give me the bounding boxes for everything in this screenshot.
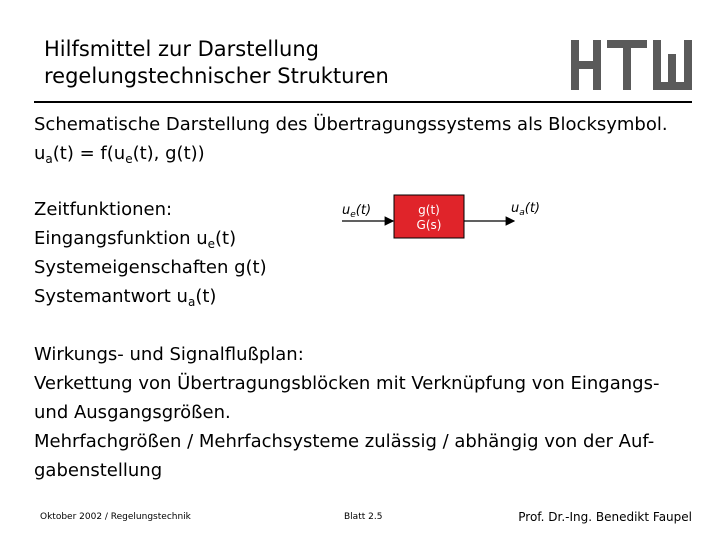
- wirkungsplan-section: [34, 340, 659, 485]
- wirk-line-3: und Ausgangsgrößen.: [34, 402, 231, 423]
- wirk-line-4: Mehrfachgrößen / Mehrfachsysteme zulässig / abhängig von der Auf-: [34, 431, 655, 452]
- slide-title: [44, 36, 524, 90]
- zeit-heading: Zeitfunktionen:: [34, 199, 173, 220]
- title-divider: [34, 101, 692, 103]
- intro-line: Schematische Darstellung des Übertragungssystems als Blocksymbol.: [34, 114, 668, 135]
- footer-author: Prof. Dr.-Ing. Benedikt Faupel: [518, 510, 692, 524]
- zeit-system: Systemeigenschaften g(t): [34, 257, 267, 278]
- htw-logo: [571, 40, 693, 90]
- block-label-time: g(t): [418, 203, 440, 217]
- input-signal-label: $u_e(t)$: [342, 203, 372, 220]
- wirk-line-1: Wirkungs- und Signalflußplan:: [34, 344, 304, 365]
- intro-section: [34, 110, 668, 168]
- title-line-2: regelungstechnischer Strukturen: [44, 64, 389, 88]
- footer-page-number: Blatt 2.5: [344, 512, 383, 522]
- wirk-line-5: gabenstellung: [34, 460, 163, 481]
- footer-date-course: Oktober 2002 / Regelungstechnik: [40, 512, 191, 522]
- output-signal-label: $u_a(t)$: [511, 201, 541, 218]
- block-label-laplace: G(s): [416, 218, 442, 232]
- wirk-line-2: Verkettung von Übertragungsblöcken mit Verknüpfung von Eingangs-: [34, 373, 660, 394]
- title-line-1: Hilfsmittel zur Darstellung: [44, 37, 320, 61]
- zeit-eingang: Eingangsfunktion $u_e(t)$: [34, 228, 237, 251]
- zeitfunktionen-section: [34, 195, 267, 311]
- block-diagram: [330, 190, 570, 250]
- zeit-antwort: Systemantwort $u_a(t)$: [34, 286, 217, 309]
- intro-formula: $u_a(t) = f(u_e(t)$, g(t)): [34, 143, 205, 166]
